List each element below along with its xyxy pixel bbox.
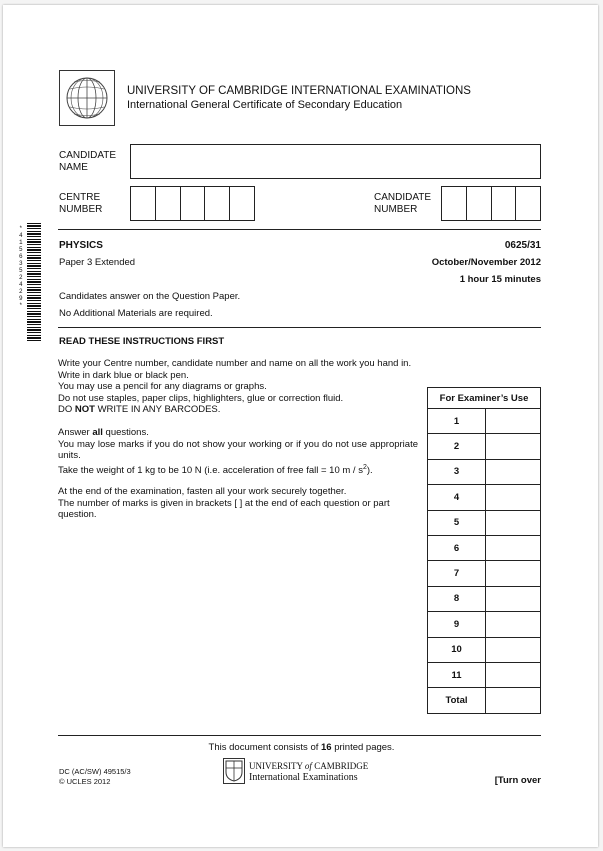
qualification-title: International General Certificate of Secondary Education: [127, 99, 403, 111]
question-number: Total: [428, 688, 486, 713]
question-number: 6: [428, 535, 486, 560]
instruction-line: Do not use staples, paper clips, highlighters, glue or correction fluid.: [58, 392, 344, 404]
examiner-use-table: [427, 387, 541, 714]
centre-number-label: CENTRE NUMBER: [59, 192, 103, 215]
instruction-line: The number of marks is given in brackets [ ] at the end of each question or part question.: [58, 497, 390, 521]
divider-bottom: [58, 735, 541, 736]
syllabus-code: 0625/31: [504, 240, 541, 251]
instruction-line: Answer all questions.: [58, 427, 149, 438]
examiner-row: [428, 688, 541, 713]
mark-cell[interactable]: [486, 510, 541, 535]
instructions-block-3: [58, 486, 418, 521]
cambridge-globe-logo: [59, 70, 115, 126]
examiner-row: [428, 434, 541, 459]
divider-top: [58, 229, 541, 230]
examiner-row: [428, 459, 541, 484]
mark-cell[interactable]: [486, 662, 541, 687]
footer-logo-text: UNIVERSITY of CAMBRIDGE International Examinations: [249, 761, 369, 783]
paper-label: Paper 3 Extended: [59, 257, 136, 268]
mark-cell[interactable]: [486, 434, 541, 459]
materials-note: No Additional Materials are required.: [59, 308, 213, 319]
question-number: 9: [428, 612, 486, 637]
exam-duration: 1 hour 15 minutes: [459, 274, 541, 285]
examiner-row: [428, 637, 541, 662]
mark-cell[interactable]: [486, 612, 541, 637]
examiner-row: [428, 612, 541, 637]
question-number: 11: [428, 662, 486, 687]
page-count-note: This document consists of 16 printed pages.: [208, 742, 395, 753]
candidate-number-label: CANDIDATE NUMBER: [374, 192, 432, 215]
mark-cell[interactable]: [486, 688, 541, 713]
question-number: 5: [428, 510, 486, 535]
instructions-block-1: [58, 358, 418, 416]
exam-board-title: UNIVERSITY OF CAMBRIDGE INTERNATIONAL EXAMINATIONS: [127, 85, 471, 97]
mark-cell[interactable]: [486, 535, 541, 560]
instruction-line: At the end of the examination, fasten all your work securely together.: [58, 486, 347, 497]
examiner-row: [428, 535, 541, 560]
instruction-line: You may lose marks if you do not show your working or if you do not use appropriate units.: [58, 438, 418, 462]
question-number: 7: [428, 561, 486, 586]
barcode-number: *4156352429*: [19, 225, 23, 309]
instruction-line: Take the weight of 1 kg to be 10 N (i.e. acceleration of free fall = 10 m / $s^2$).: [58, 463, 373, 476]
question-number: 2: [428, 434, 486, 459]
answer-on-paper-note: Candidates answer on the Question Paper.: [59, 291, 241, 302]
turn-over-note: [Turn over: [494, 775, 541, 786]
mark-cell[interactable]: [486, 459, 541, 484]
instruction-line: You may use a pencil for any diagrams or graphs.: [58, 381, 267, 393]
subject-title: PHYSICS: [59, 240, 103, 251]
question-number: 1: [428, 409, 486, 434]
divider-mid: [58, 327, 541, 328]
question-number: 10: [428, 637, 486, 662]
mark-cell[interactable]: [486, 409, 541, 434]
mark-cell[interactable]: [486, 485, 541, 510]
examiner-table-heading: For Examiner’s Use: [428, 388, 541, 409]
question-number: 4: [428, 485, 486, 510]
examiner-row: [428, 662, 541, 687]
examiner-row: [428, 485, 541, 510]
barcode: [27, 223, 41, 341]
instruction-line: DO NOT WRITE IN ANY BARCODES.: [58, 404, 221, 416]
centre-number-field[interactable]: [130, 186, 255, 221]
instruction-line: Write in dark blue or black pen.: [58, 369, 189, 381]
mark-cell[interactable]: [486, 637, 541, 662]
mark-cell[interactable]: [486, 586, 541, 611]
instruction-line: Write your Centre number, candidate number and name on all the work you hand in.: [58, 358, 412, 369]
instructions-heading: READ THESE INSTRUCTIONS FIRST: [59, 336, 225, 347]
instructions-block-2: [58, 427, 418, 477]
candidate-number-field[interactable]: [441, 186, 541, 221]
examiner-row: [428, 561, 541, 586]
footer-ref: DC (AC/SW) 49515/3 © UCLES 2012: [59, 767, 131, 786]
candidate-name-field[interactable]: [130, 144, 541, 179]
cambridge-crest-icon: [223, 758, 245, 784]
exam-session: October/November 2012: [431, 257, 541, 268]
question-number: 3: [428, 459, 486, 484]
examiner-row: [428, 409, 541, 434]
examiner-row: [428, 510, 541, 535]
candidate-name-label: CANDIDATE NAME: [59, 150, 117, 173]
mark-cell[interactable]: [486, 561, 541, 586]
question-number: 8: [428, 586, 486, 611]
examiner-row: [428, 586, 541, 611]
